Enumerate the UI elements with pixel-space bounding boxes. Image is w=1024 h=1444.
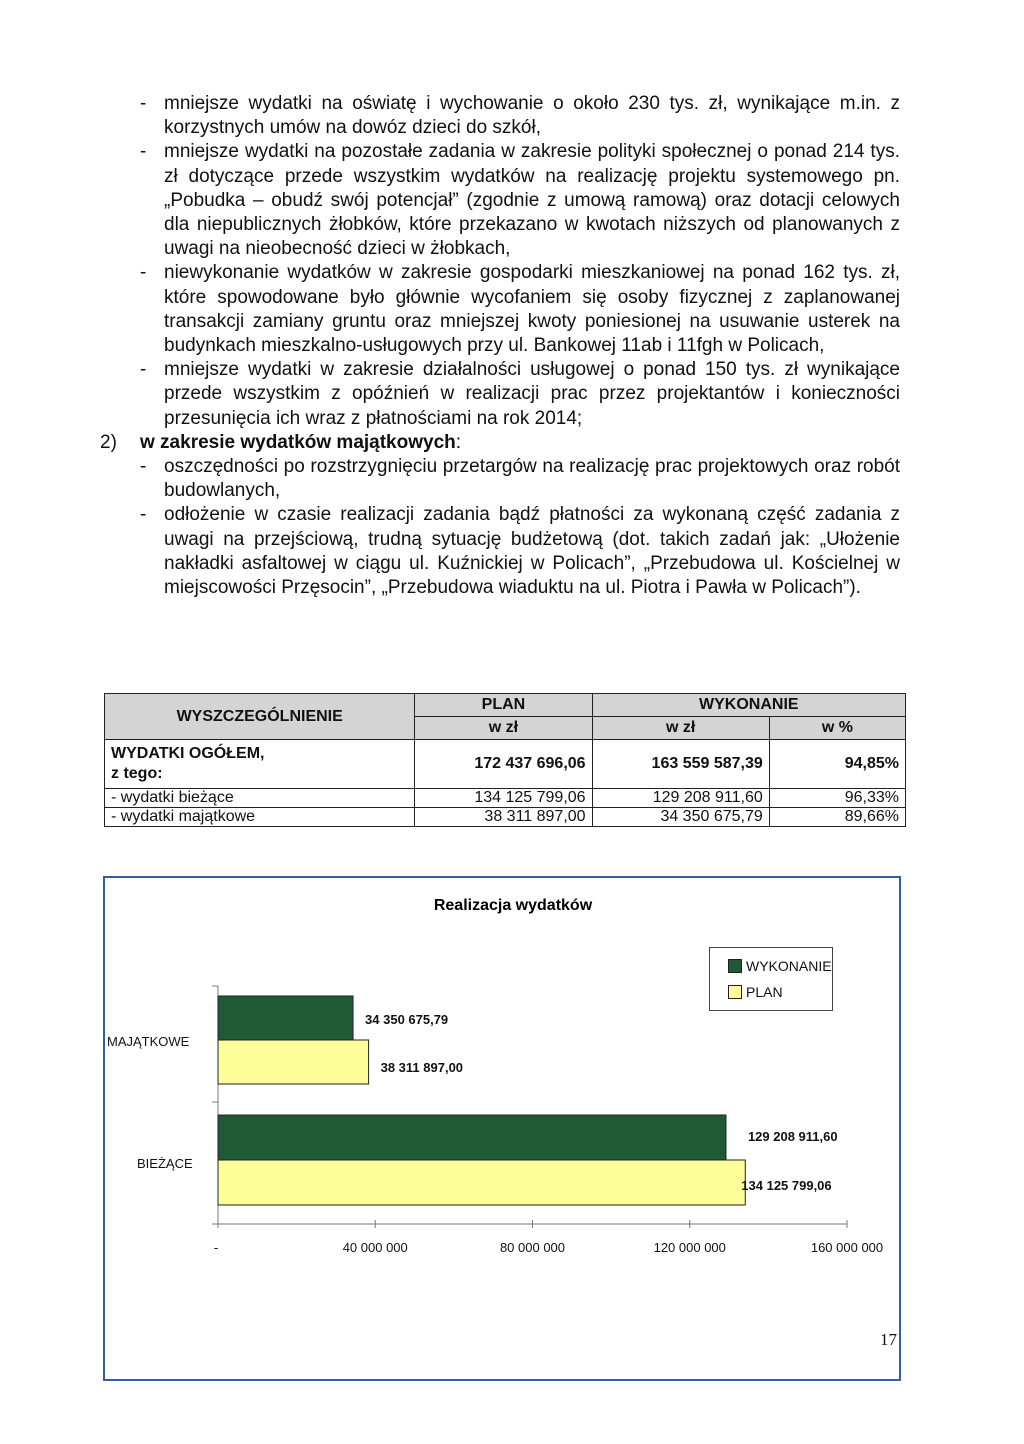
x-tick-label: 40 000 000 xyxy=(342,1240,408,1255)
data-label: 134 125 799,06 xyxy=(741,1178,832,1193)
cell-percent: 94,85% xyxy=(769,740,905,789)
bullet-dash: - xyxy=(140,504,147,526)
bullet-item xyxy=(100,261,900,358)
bullet-text: mniejsze wydatki w zakresie działalności usługowej o ponad 150 tys. zł wynikające przede wszystkim z opóźnień w realizacji prac przez projektantów i konieczności przesunięcia ich wraz z płatnościami na rok 2014; xyxy=(164,359,900,429)
category-label: BIEŻĄCE xyxy=(137,1156,193,1171)
section-number: 2) xyxy=(100,431,117,453)
legend-item-wykonanie xyxy=(728,958,832,974)
bullet-text: mniejsze wydatki na pozostałe zadania w zakresie polityki społecznej o ponad 214 tys. zł dotyczące przede wszystkim wydatków na realizację projektu systemowego pn. „Pobudka – obudź swój potencjał” (zgodnie z umową ramową) oraz dotacji celowych dla niepublicznych żłobków, które przekazano w kwotach niższych od planowanych z uwagi na nieobecność dzieci w żłobkach, xyxy=(164,141,900,260)
chart-title: Realizacja wydatków xyxy=(433,897,593,914)
category-label: MAJĄTKOWE xyxy=(107,1034,190,1049)
row-label: - wydatki bieżące xyxy=(105,789,415,808)
bullet-item xyxy=(100,358,900,431)
cell-wykonanie: 129 208 911,60 xyxy=(592,789,769,808)
bullet-dash: - xyxy=(140,141,147,163)
legend-item-plan xyxy=(728,984,783,1000)
cell-plan: 172 437 696,06 xyxy=(415,740,592,789)
section-heading xyxy=(100,431,900,455)
data-label: 129 208 911,60 xyxy=(747,1129,838,1144)
cell-percent: 96,33% xyxy=(769,789,905,808)
x-tick-label: - xyxy=(213,1240,219,1255)
cell-plan: 134 125 799,06 xyxy=(415,789,592,808)
legend-swatch xyxy=(728,985,742,999)
x-tick-label: 80 000 000 xyxy=(499,1240,566,1255)
data-label: 38 311 897,00 xyxy=(380,1060,464,1075)
bullet-text: oszczędności po rozstrzygnięciu przetargów na realizację prac projektowych oraz robót budowlanych, xyxy=(164,456,900,502)
row-label-line: z tego: xyxy=(111,765,163,782)
bullet-item xyxy=(100,92,900,140)
cell-wykonanie: 34 350 675,79 xyxy=(592,808,769,827)
bar-wykonanie xyxy=(218,1115,726,1160)
bar-wykonanie xyxy=(218,996,353,1040)
bullet-dash: - xyxy=(140,359,147,381)
bar-plan xyxy=(218,1160,745,1205)
table-row xyxy=(105,789,906,808)
bullet-text: mniejsze wydatki na oświatę i wychowanie o około 230 tys. zł, wynikające m.in. z korzystnych umów na dowóz dzieci do szkół, xyxy=(164,93,900,139)
data-label: 34 350 675,79 xyxy=(365,1012,449,1027)
legend-label: WYKONANIE xyxy=(746,958,832,974)
table-row xyxy=(105,808,906,827)
header-plan: PLAN xyxy=(415,694,592,717)
cell-plan: 38 311 897,00 xyxy=(415,808,592,827)
header-wykonanie-unit-pct: w % xyxy=(769,717,905,740)
chart-legend xyxy=(709,947,833,1011)
bullet-dash: - xyxy=(140,93,147,114)
bullet-dash: - xyxy=(140,456,147,478)
bullet-dash: - xyxy=(140,262,147,284)
row-label xyxy=(105,740,415,789)
header-wykonanie: WYKONANIE xyxy=(592,694,905,717)
header-plan-unit: w zł xyxy=(415,717,592,740)
text-block xyxy=(100,92,900,600)
section-colon: : xyxy=(455,431,462,453)
header-wykonanie-unit-zl: w zł xyxy=(592,717,769,740)
bullet-item xyxy=(100,503,900,600)
bullet-item xyxy=(100,455,900,503)
bullet-text: odłożenie w czasie realizacji zadania bądź płatności za wykonaną część zadania z uwagi na przejściową, trudną sytuację budżetową (dot. takich zadań jak: „Ułożenie nakładki asfaltowej w ciągu ul. Kuźnickiej w Policach”, „Przebudowa ul. Kościelnej w miejscowości Przęsocin”, „Przebudowa wiaduktu na ul. Piotra i Pawła w Policach”). xyxy=(164,504,900,599)
bullet-item xyxy=(100,140,900,261)
chart-marks xyxy=(107,986,883,1255)
row-label: - wydatki majątkowe xyxy=(105,808,415,827)
cell-wykonanie: 163 559 587,39 xyxy=(592,740,769,789)
expenditure-table xyxy=(104,693,906,827)
x-tick-label: 120 000 000 xyxy=(653,1240,726,1255)
page-number: 17 xyxy=(880,1330,897,1349)
chart-frame xyxy=(103,876,901,1381)
cell-percent: 89,66% xyxy=(769,808,905,827)
header-wyszczegolnienie: WYSZCZEGÓLNIENIE xyxy=(105,694,415,740)
bullet-text: niewykonanie wydatków w zakresie gospodarki mieszkaniowej na ponad 162 tys. zł, które spowodowane było głównie wycofaniem się osoby fizycznej z zaplanowanej transakcji zamiany gruntu oraz mniejszej kwoty poniesionej na usuwanie usterek na budynkach mieszkalno-usługowych przy ul. Bankowej 11ab i 11fgh w Policach, xyxy=(164,262,900,357)
bar-plan xyxy=(218,1040,369,1084)
legend-label: PLAN xyxy=(746,984,783,1000)
x-tick-label: 160 000 000 xyxy=(810,1240,884,1255)
row-label-line: WYDATKI OGÓŁEM, xyxy=(111,745,265,762)
legend-swatch xyxy=(728,959,742,973)
section-title: w zakresie wydatków majątkowych xyxy=(140,431,456,453)
table-row xyxy=(105,740,906,789)
